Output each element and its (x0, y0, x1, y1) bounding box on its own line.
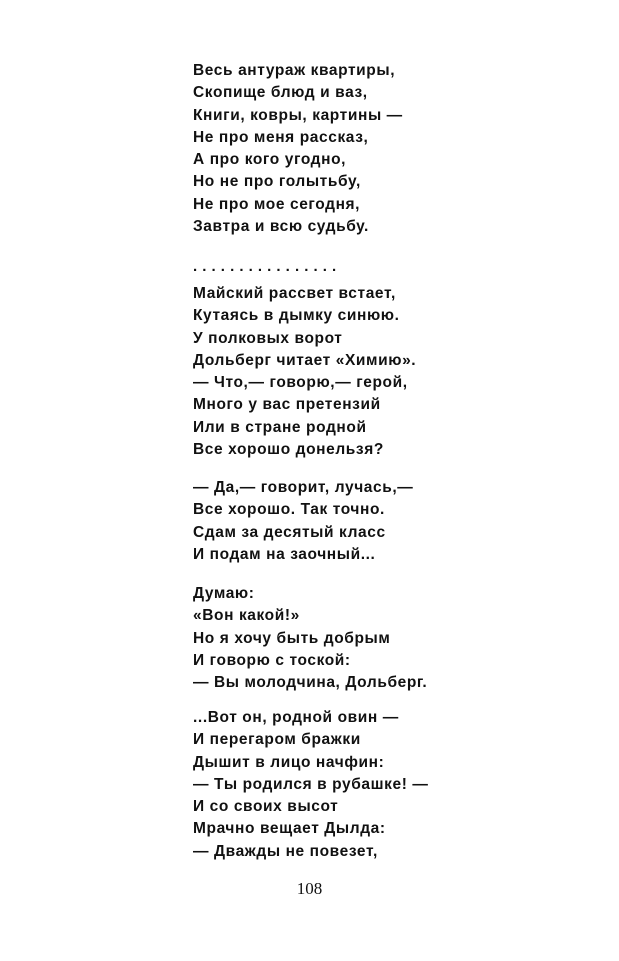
poem-line: Много у вас претензий (193, 396, 381, 414)
stanza-1 (193, 60, 403, 238)
poem-line: — Ты родился в рубашке! — (193, 775, 429, 793)
poem-line: Книги, ковры, картины — (193, 106, 403, 124)
page-number: 108 (296, 879, 323, 898)
poem-line: — Да,— говорит, лучась,— (193, 479, 414, 496)
poem-line: Сдам за десятый класс (193, 523, 386, 541)
poem-line: Или в стране родной (193, 418, 367, 436)
poem-line: Не про меня рассказ, (193, 128, 369, 146)
poem-line: Майский рассвет встает, (193, 285, 396, 302)
poem-line: Но не про голытьбу, (193, 173, 361, 191)
poem-line: Мрачно вещает Дылда: (193, 820, 386, 838)
poem-line: Думаю: (193, 585, 255, 602)
poem-line: У полковых ворот (193, 329, 343, 347)
section-separator: ................ (193, 258, 342, 275)
poem-line: И подам на заочный... (193, 545, 376, 563)
poem-line: Все хорошо донельзя? (193, 441, 384, 459)
stanza-4 (193, 583, 427, 694)
poem-line: Не про мое сегодня, (193, 195, 361, 213)
poem-line: — Вы молодчина, Дольберг. (193, 674, 428, 692)
poem-line: Завтра и всю судьбу. (193, 218, 369, 236)
poem-line: Весь антураж квартиры, (193, 62, 396, 79)
stanza-3 (193, 477, 413, 566)
poem-line: И говорю с тоской: (193, 651, 351, 669)
stanza-2 (193, 283, 416, 461)
poem-line: Все хорошо. Так точно. (193, 501, 385, 519)
poem-line: Кутаясь в дымку синюю. (193, 307, 400, 325)
poem-line: И перегаром бражки (193, 731, 361, 749)
poem-line: — Дважды не повезет, (193, 842, 378, 860)
stanza-5 (193, 707, 429, 863)
poem-line: И со своих высот (193, 798, 339, 816)
poem-line: «Вон какой!» (193, 607, 300, 625)
poem-line: Но я хочу быть добрым (193, 629, 391, 647)
poem-line: Дышит в лицо начфин: (193, 753, 385, 771)
poem-line: Дольберг читает «Химию». (193, 351, 417, 369)
poem-line: — Что,— говорю,— герой, (193, 374, 408, 392)
poem-line: А про кого угодно, (193, 151, 347, 169)
poem-line: ...Вот он, родной овин — (193, 709, 399, 726)
poem-line: Скопище блюд и ваз, (193, 84, 368, 102)
